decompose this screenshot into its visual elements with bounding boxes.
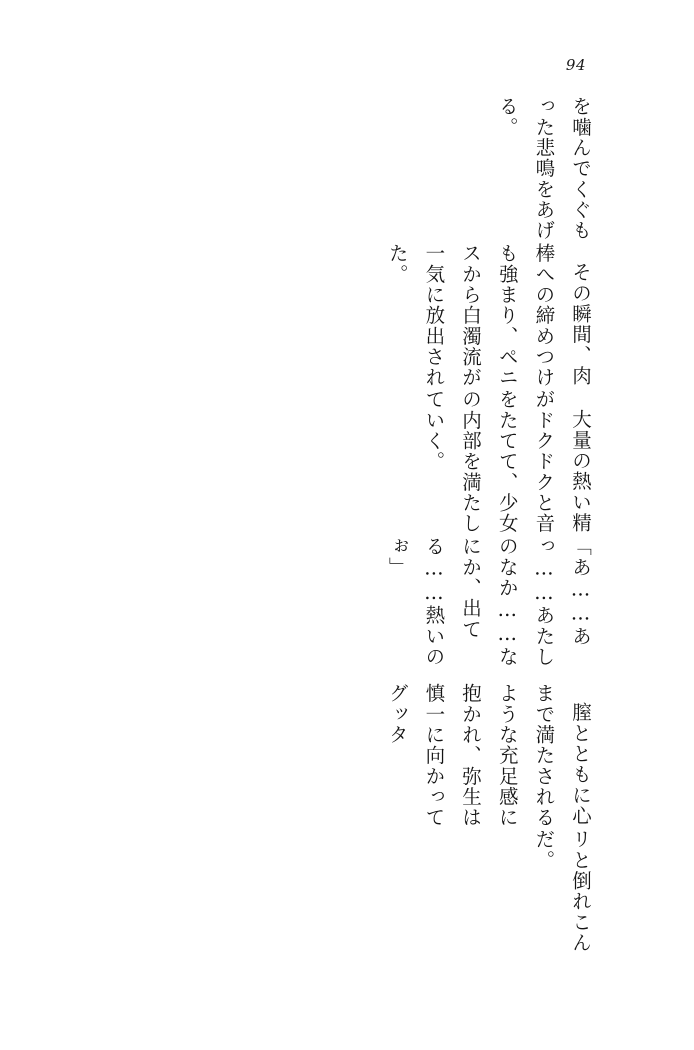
text-line: を噛んでくぐもった悲鳴をあげる。: [495, 96, 592, 241]
text-line: リと倒れこんだ。: [532, 829, 592, 954]
text-line: 膣とともに心まで満たされるような充足感に抱かれ、弥生は慎一に向かってグッタ: [385, 682, 592, 828]
page-number: 94: [565, 56, 586, 74]
text-line: 「あ……あっ……あたしのなか……なにか、出てる……熱いのぉ」: [385, 536, 592, 668]
text-line: 大量の熱い精がドクドクと音をたてて、少女の内部を満たしていく。: [422, 389, 592, 535]
text-line: その瞬間、肉棒への締めつけも強まり、ペニスから白濁流が一気に放出された。: [385, 242, 592, 388]
page-body-text: [378, 96, 598, 976]
